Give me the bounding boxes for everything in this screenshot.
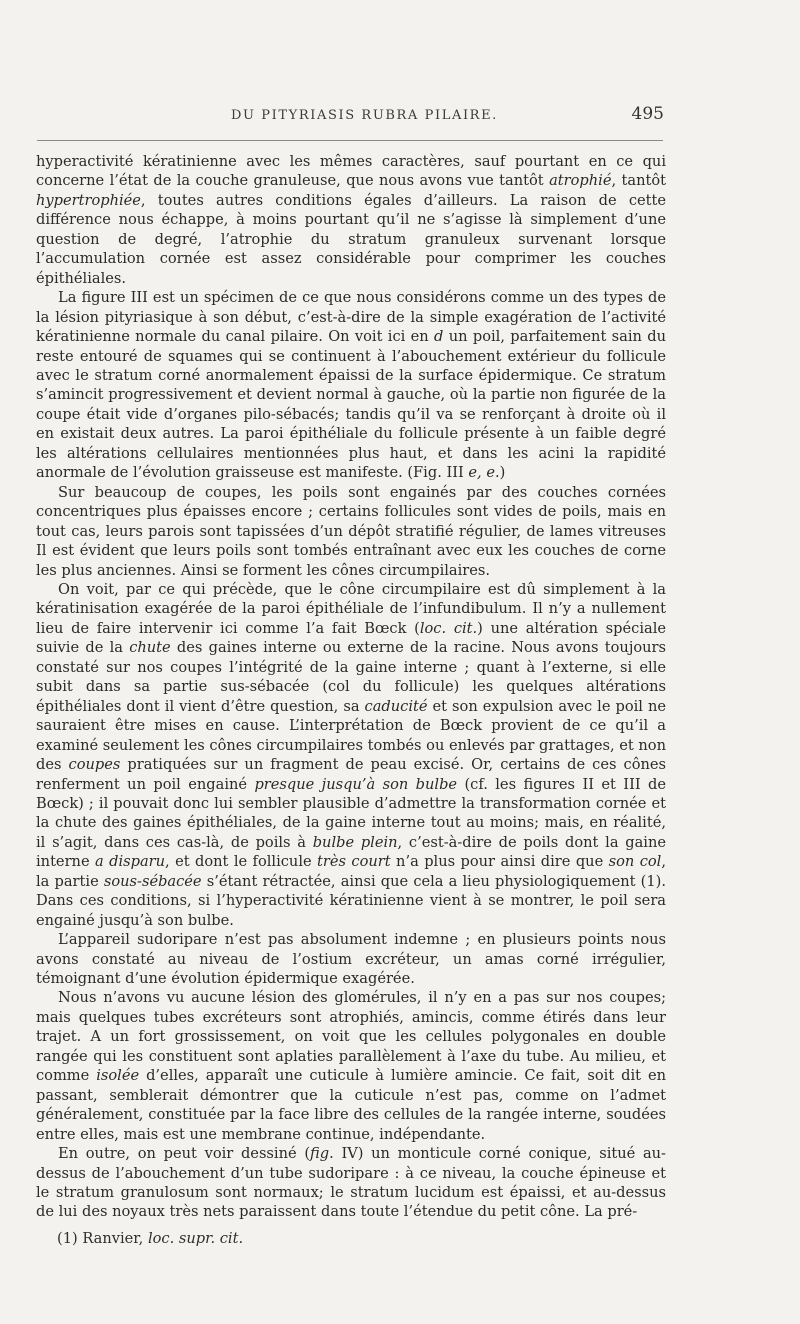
text-run: , la partie: [36, 853, 666, 890]
text-run: Sur beaucoup de coupes, les poils sont engainés par des couches cornées concentriques plus épaisses encore ; certains follicules sont vides de poils, mais en tout cas, leurs parois sont tapissées d’un dépôt stratifié régulier, de lames vitreuses Il est évident que leurs poils sont tombés entraînant avec eux les couches de corne les plus anciennes. Ainsi se forment les cônes circumpilaires.: [36, 483, 666, 579]
running-title: DU PITYRIASIS RUBRA PILAIRE.: [231, 108, 498, 123]
italic-text: caducité: [364, 697, 428, 715]
footnote-marker: (1): [57, 1230, 78, 1247]
italic-text: hypertrophiée: [36, 191, 141, 209]
text-run: La figure III est un spécimen de ce que nous considérons comme un des types de la lésion pityriasique à son début, c’est-à-dire de la simple exagération de l’activité kératinienne normale du canal pilaire. On voit ici en: [36, 289, 666, 346]
text-run: Nous n’avons vu aucune lésion des glomérules, il n’y en a pas sur nos coupes; mais quelques tubes excréteurs sont atrophiés, amincis, comme étirés dans leur trajet. A un fort grossissement, on voit que les cellules polygonales en double rangée qui les constituent sont aplaties parallèlement à l’axe du tube. Au milieu, et comme: [36, 989, 666, 1085]
italic-text: e, e.: [468, 464, 500, 482]
italic-text: isolée: [96, 1067, 140, 1085]
paragraph: [36, 483, 666, 580]
body-text: [36, 152, 666, 1222]
italic-text: bulbe plein: [312, 833, 398, 851]
text-run: , tantôt: [611, 172, 666, 190]
italic-text: coupes: [68, 756, 121, 774]
italic-text: très court: [317, 853, 391, 871]
text-run: hyperactivité kératinienne avec les mêmes caractères, sauf pourtant en ce qui concerne l’état de la couche granuleuse, que nous avons vue tantôt: [36, 153, 666, 190]
page-number: 495: [631, 104, 664, 124]
paragraph: [36, 930, 666, 988]
text-run: En outre, on peut voir dessiné (: [58, 1145, 311, 1163]
text-run: n’a plus pour ainsi dire que: [390, 853, 609, 871]
text-run: pratiquées sur un fragment de peau excisé. Or, certains de ces cônes renferment un poil engainé: [36, 756, 667, 793]
italic-text: sous-sébacée: [103, 872, 202, 890]
text-run: L’appareil sudoripare n’est pas absolument indemne ; en plusieurs points nous avons constaté au niveau de l’ostium excréteur, un amas corné irrégulier, témoignant d’une évolution épidermique exagérée.: [36, 931, 666, 988]
paragraph: [36, 1144, 666, 1222]
footnote-reference: loc. supr. cit.: [147, 1230, 244, 1247]
text-run: (cf. les figures II et III de Bœck) ; il pouvait donc lui sembler plausible d’admettre la transformation cornée et la chute des gaines épithéliales, de la gaine interne tout au moins; mais, en réalité, il s’agit, dans ces cas-là, de poils à: [36, 775, 666, 851]
text-run: un poil, parfaitement sain du reste entouré de squames qui se continuent à l’abouchement extérieur du follicule avec le stratum corné anormalement épaissi de la surface épidermique. Ce stratum s’amincit progressivement et devient normal à gauche, où la partie non figurée de la coupe était vide d’organes pilo-sébacés; tandis qu’il va se renforçant à droite où il en existait deux autres. La paroi épithéliale du follicule présente à un faible degré les altérations cellulaires mentionnées plus haut, et dans les acini la rapidité anormale de l’évolution graisseuse est manifeste. (Fig. III: [36, 328, 666, 482]
italic-text: fig.: [310, 1145, 334, 1163]
footnote-author: Ranvier,: [77, 1230, 148, 1247]
text-run: IV) un monticule corné conique, situé au-dessus de l’abouchement d’un tube sudoripare : à ce niveau, la couche épineuse et le stratum granulosum sont normaux; le stratum lucidum est épaissi, et au-dessus de lui des noyaux très nets paraissent dans toute l’étendue du petit cône. La pré-: [36, 1145, 666, 1221]
paragraph: [36, 988, 666, 1144]
text-run: On voit, par ce qui précède, que le cône circumpilaire est dû simplement à la kératinisation exagérée de la paroi épithéliale de l’infundibulum. Il n’y a nullement lieu de faire intervenir ici comme l’a fait Bœck (: [36, 580, 666, 637]
text-run: d’elles, apparaît une cuticule à lumière amincie. Ce fait, soit dit en passant, semblerait démontrer que la cuticule n’est pas, comme on l’admet généralement, constituée par la face libre des cellules de la rangée interne, soudées entre elles, mais est une membrane continue, indépendante.: [36, 1067, 666, 1143]
paragraph: [36, 152, 666, 288]
text-run: , et dont le follicule: [165, 853, 318, 871]
italic-text: atrophié: [549, 172, 612, 190]
italic-text: loc. cit.: [419, 619, 478, 637]
text-run: ) une altération spéciale suivie de la: [36, 619, 666, 657]
italic-text: presque jusqu’à son bulbe: [254, 775, 458, 793]
text-run: , c’est-à-dire de poils dont la gaine interne: [36, 833, 666, 871]
text-run: des gaines interne ou externe de la racine. Nous avons toujours constaté sur nos coupes l’intégrité de la gaine interne ; quant à l’externe, si elle subit dans sa partie sus-sébacée (col du follicule) les quelques altérations épithéliales dont il vient d’être question, sa: [36, 639, 667, 715]
italic-text: son col: [608, 853, 662, 871]
paragraph: [36, 288, 666, 483]
footnote: [57, 1230, 243, 1247]
italic-text: d: [434, 328, 444, 346]
text-run: s’étant rétractée, ainsi que cela a lieu physiologiquement (1). Dans ces conditions, si l’hyperactivité kératinienne vient à se montrer, le poil sera engainé jusqu’à son bulbe.: [36, 872, 666, 929]
page-header: [36, 104, 664, 130]
header-rule: [37, 140, 663, 141]
italic-text: chute: [129, 639, 171, 657]
text-run: ): [499, 464, 506, 482]
text-run: et son expulsion avec le poil ne sauraient être mises en cause. L’interprétation de Bœck provient de ce qu’il a examiné seulement les cônes circumpilaires tombés ou enlevés par grattages, et non des: [36, 697, 666, 774]
italic-text: a disparu: [95, 853, 166, 871]
text-run: , toutes autres conditions égales d’ailleurs. La raison de cette différence nous échappe, à moins pourtant qu’il ne s’agisse là simplement d’une question de degré, l’atrophie du stratum granuleux survenant lorsque l’accumulation cornée est assez considérable pour comprimer les couches épithéliales.: [36, 191, 666, 287]
paragraph: [36, 580, 666, 930]
